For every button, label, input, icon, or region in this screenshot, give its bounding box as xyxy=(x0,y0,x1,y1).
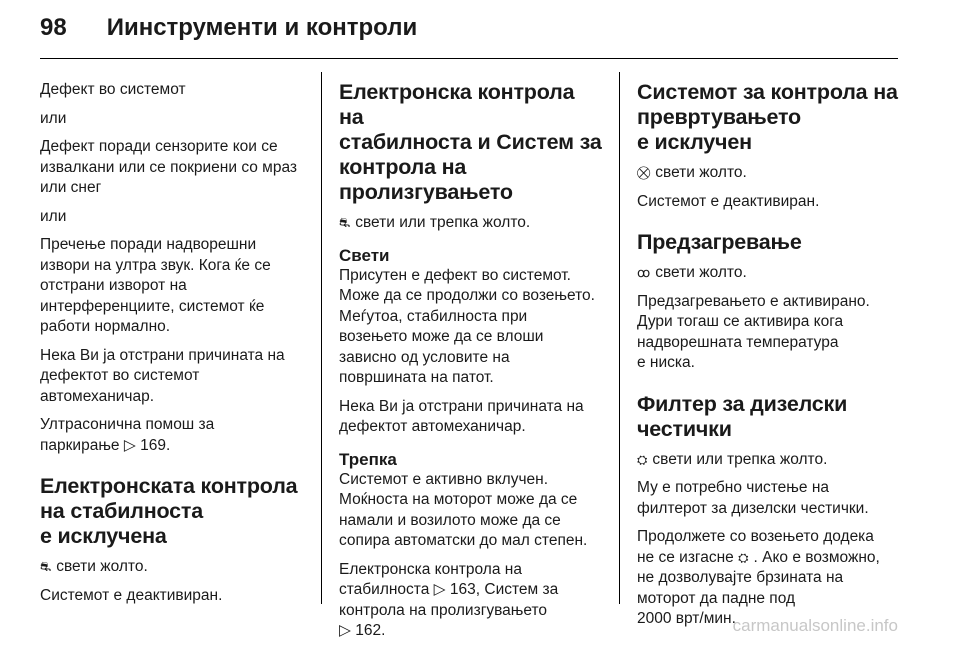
paragraph: Системот е деактивиран. xyxy=(40,586,223,604)
paragraph: Дефект поради сензорите кои се извалкани или се покриени со мраз или снег xyxy=(40,138,297,196)
page-number: 98 xyxy=(40,14,67,41)
paragraph: Системот е деактивиран. xyxy=(637,192,820,210)
section-heading: Електронската контрола на стабилноста е исклучена xyxy=(40,474,298,548)
column-divider xyxy=(321,72,322,604)
paragraph: Предзагревањето е активирано. Дури тогаш се активира кога надворешната температура е ниска. xyxy=(637,292,870,371)
paragraph: Присутен е дефект во системот. Може да се продолжи со возењето. Меѓутоа, стабилноста при возењето може да се влоши зависно од условите на површината на патот. xyxy=(339,266,595,386)
subheading: Трепка xyxy=(339,449,397,469)
dpf-icon: ⛭ xyxy=(738,549,749,565)
page-ref[interactable]: 163, Систем за контрола на пролизгувањето xyxy=(339,581,559,619)
paragraph-text: свети жолто. xyxy=(655,264,747,281)
section-heading: Предзагревање xyxy=(637,230,802,254)
column-divider xyxy=(619,72,620,604)
dpf-icon: ⛭ xyxy=(637,451,648,467)
paragraph-with-ref xyxy=(40,415,305,456)
header-rule xyxy=(40,58,898,59)
page-ref-arrow-icon: ▷ xyxy=(339,622,351,639)
paragraph: Пречење поради надворешни извори на ултра звук. Кога ќе се отстрани изворот на интерференциите, системот ќе работи нормално. xyxy=(40,236,271,335)
page-ref[interactable]: 169. xyxy=(140,436,171,454)
paragraph-text: Продолжете со возењето додека не се изгасне xyxy=(637,528,874,566)
section-heading: Филтер за дизелски честички xyxy=(637,391,848,441)
paragraph xyxy=(637,163,902,184)
paragraph: Нека Ви ја отстрани причината на дефектот автомеханичар. xyxy=(339,397,584,435)
page-ref[interactable]: 162. xyxy=(355,622,386,639)
paragraph-text: Ултрасонична помош за паркирање xyxy=(40,416,215,454)
paragraph-with-ref xyxy=(339,560,604,642)
paragraph-text: . Ако е возможно, не дозволувајте брзината на моторот да падне под 2000 врт/мин. xyxy=(637,548,880,627)
paragraph-text: Електронска контрола на стабилноста xyxy=(339,560,522,598)
paragraph: Дефект во системот xyxy=(40,81,186,98)
paragraph-text: свети жолто. xyxy=(56,558,148,575)
paragraph: Нека Ви ја отстрани причината на дефектот во системот автомеханичар. xyxy=(40,346,285,405)
paragraph: или xyxy=(40,207,67,225)
page-ref-arrow-icon: ▷ xyxy=(123,436,136,454)
paragraph xyxy=(637,450,902,471)
paragraph xyxy=(40,557,305,578)
paragraph: Системот е активно вклучен. Моќноста на моторот може да се намали и возилото може да се сопира автоматски до мал степен. xyxy=(339,470,588,549)
paragraph: или xyxy=(40,109,67,127)
paragraph xyxy=(637,263,902,284)
page-header xyxy=(40,14,417,50)
section-heading: Системот за контрола на превртувањето е исклучен xyxy=(637,80,898,154)
paragraph-text: свети жолто. xyxy=(655,164,747,181)
column-left xyxy=(40,80,305,614)
paragraph-text: свети или трепка жолто. xyxy=(652,450,828,468)
paragraph-text: свети или трепка жолто. xyxy=(355,214,531,231)
paragraph xyxy=(637,527,902,630)
column-right xyxy=(637,80,902,638)
subheading: Свети xyxy=(339,245,390,265)
esc-skid-icon: ⛐ xyxy=(339,215,351,230)
paragraph xyxy=(339,213,604,234)
tc-off-icon: ⛒ xyxy=(637,165,651,180)
watermark: carmanualsonline.info xyxy=(732,616,898,635)
paragraph: Му е потребно чистење на филтерот за дизелски честички. xyxy=(637,479,869,517)
section-heading: Електронска контрола на стабилноста и Систем за контрола на пролизгувањето xyxy=(339,80,602,204)
page-ref-arrow-icon: ▷ xyxy=(433,581,446,598)
glow-plug-icon: ꝏ xyxy=(637,265,651,280)
esc-off-icon: ⛐ xyxy=(40,559,52,574)
column-middle xyxy=(339,80,604,650)
page-title: Иинструменти и контроли xyxy=(106,14,418,41)
